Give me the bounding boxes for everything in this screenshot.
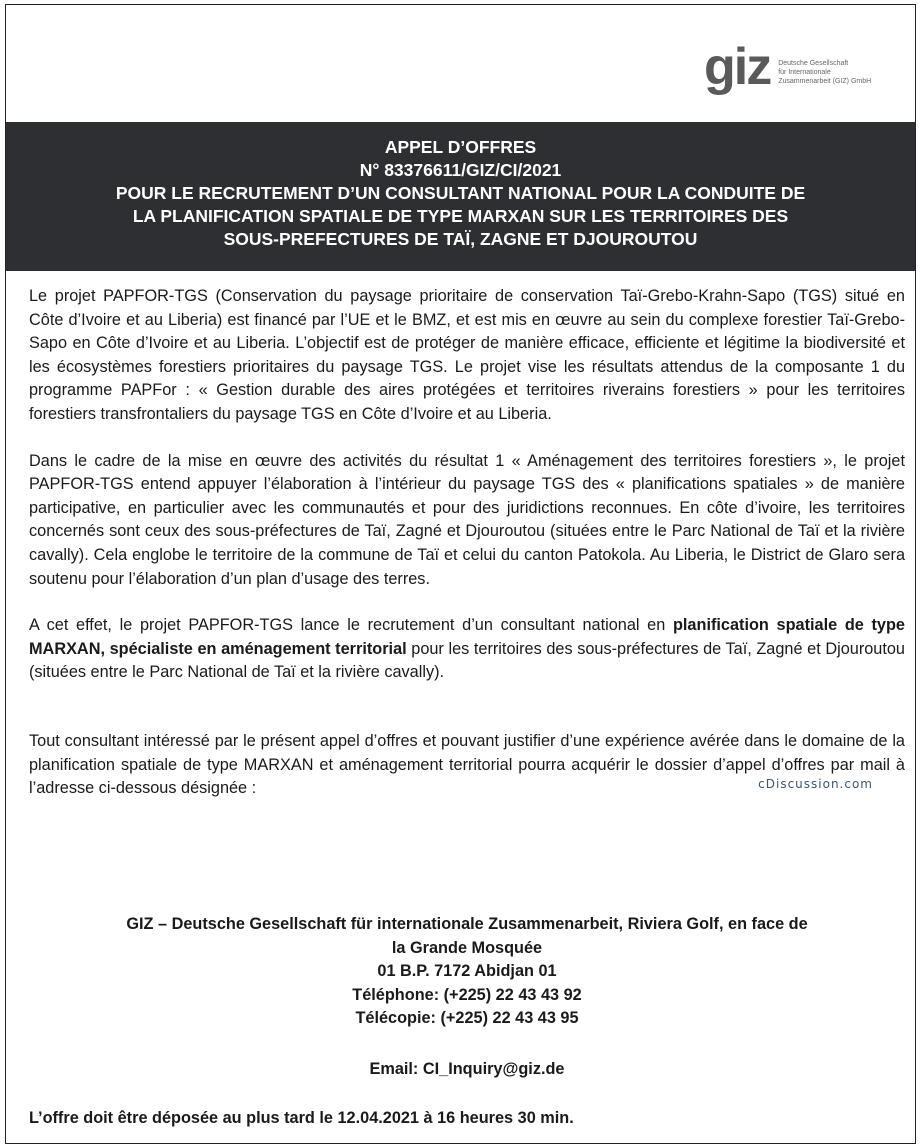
header-subject-line: POUR LE RECRUTEMENT D’UN CONSULTANT NATIONAL POUR LA CONDUITE DE [115, 183, 806, 203]
contact-phone: Téléphone: (+225) 22 43 43 92 [352, 985, 582, 1004]
document-frame [5, 4, 916, 1144]
document-body [29, 285, 905, 801]
submission-deadline: L’offre doit être déposée au plus tard le 12.04.2021 à 16 heures 30 min. [29, 1109, 574, 1127]
header-title: APPEL D’OFFRES [384, 137, 537, 157]
paragraph-framework: Dans le cadre de la mise en œuvre des activités du résultat 1 « Aménagement des territoires forestiers », le projet PAPFOR-TGS entend appuyer l’élaboration à l’intérieur du paysage TGS des « planifications spatiales » de manière participative, en particulier avec les communautés et pour des juridictions reconnues. En côte d’ivoire, les territoires concernés sont ceux des sous-préfectures de Taï, Zagné et Djouroutou (situées entre le Parc National de Taï et la rivière cavally). Cela englobe le territoire de la commune de Taï et celui du canton Patokola. Au Liberia, le District de Glaro sera soutenu pour l’élaboration d’un plan d’usage des terres. [29, 451, 905, 588]
watermark: cDiscussion.com [758, 777, 873, 791]
contact-email: Email: CI_Inquiry@giz.de [369, 1060, 565, 1078]
contact-location: la Grande Mosquée [391, 938, 543, 957]
logo-line: für Internationale [778, 68, 831, 76]
logo-mark: giz [704, 38, 771, 96]
header-reference: N° 83376611/GIZ/CI/2021 [359, 160, 562, 180]
giz-logo [692, 27, 902, 113]
header-subject-line: LA PLANIFICATION SPATIALE DE TYPE MARXAN SUR LES TERRITOIRES DES [132, 206, 789, 226]
tender-header [6, 122, 915, 271]
logo-line: Zusammenarbeit (GIZ) GmbH [778, 77, 872, 85]
paragraph-emphasis: planification spatiale de type MARXAN, spécialiste en aménagement territorial [29, 616, 905, 658]
paragraph-recruitment [29, 614, 905, 685]
contact-block [29, 913, 905, 1031]
paragraph-text: A cet effet, le projet PAPFOR-TGS lance le recrutement d’un consultant national en [29, 616, 673, 635]
paragraph-application: Tout consultant intéressé par le présent appel d’offres et pouvant justifier d’une expérience avérée dans le domaine de la planification spatiale de type MARXAN et aménagement territorial pourra acquérir le dossier d’appel d’offres par mail à l’adresse ci-dessous désignée : [29, 731, 905, 798]
paragraph-context: Le projet PAPFOR-TGS (Conservation du paysage prioritaire de conservation Taï-Grebo-Krahn-Sapo (TGS) situé en Côte d’Ivoire et au Liberia) est financé par l’UE et le BMZ, et est mis en œuvre au sein du complexe forestier Taï-Grebo-Sapo en Côte d’Ivoire et au Liberia. L’objectif est de protéger de manière efficace, efficiente et légitime la biodiversité et les écosystèmes forestiers prioritaires du paysage TGS. Le projet vise les résultats attendus de la composante 1 du programme PAPFor : « Gestion durable des aires protégées et territoires riverains forestiers » pour les territoires forestiers transfrontaliers du paysage TGS en Côte d’Ivoire et au Liberia. [29, 287, 905, 423]
contact-postal: 01 B.P. 7172 Abidjan 01 [377, 962, 557, 981]
contact-org: GIZ – Deutsche Gesellschaft für internationale Zusammenarbeit, Riviera Golf, en face de [126, 915, 808, 933]
logo-text [778, 59, 871, 86]
header-subject-line: SOUS-PREFECTURES DE TAÏ, ZAGNE ET DJOUROUTOU [223, 229, 698, 249]
logo-line: Deutsche Gesellschaft [778, 59, 849, 67]
paragraph-text: pour les territoires des sous-préfectures de Taï, Zagné et Djouroutou (situées entre le Parc National de Taï et la rivière cavally). [29, 639, 905, 682]
contact-fax: Télécopie: (+225) 22 43 43 95 [355, 1009, 579, 1028]
